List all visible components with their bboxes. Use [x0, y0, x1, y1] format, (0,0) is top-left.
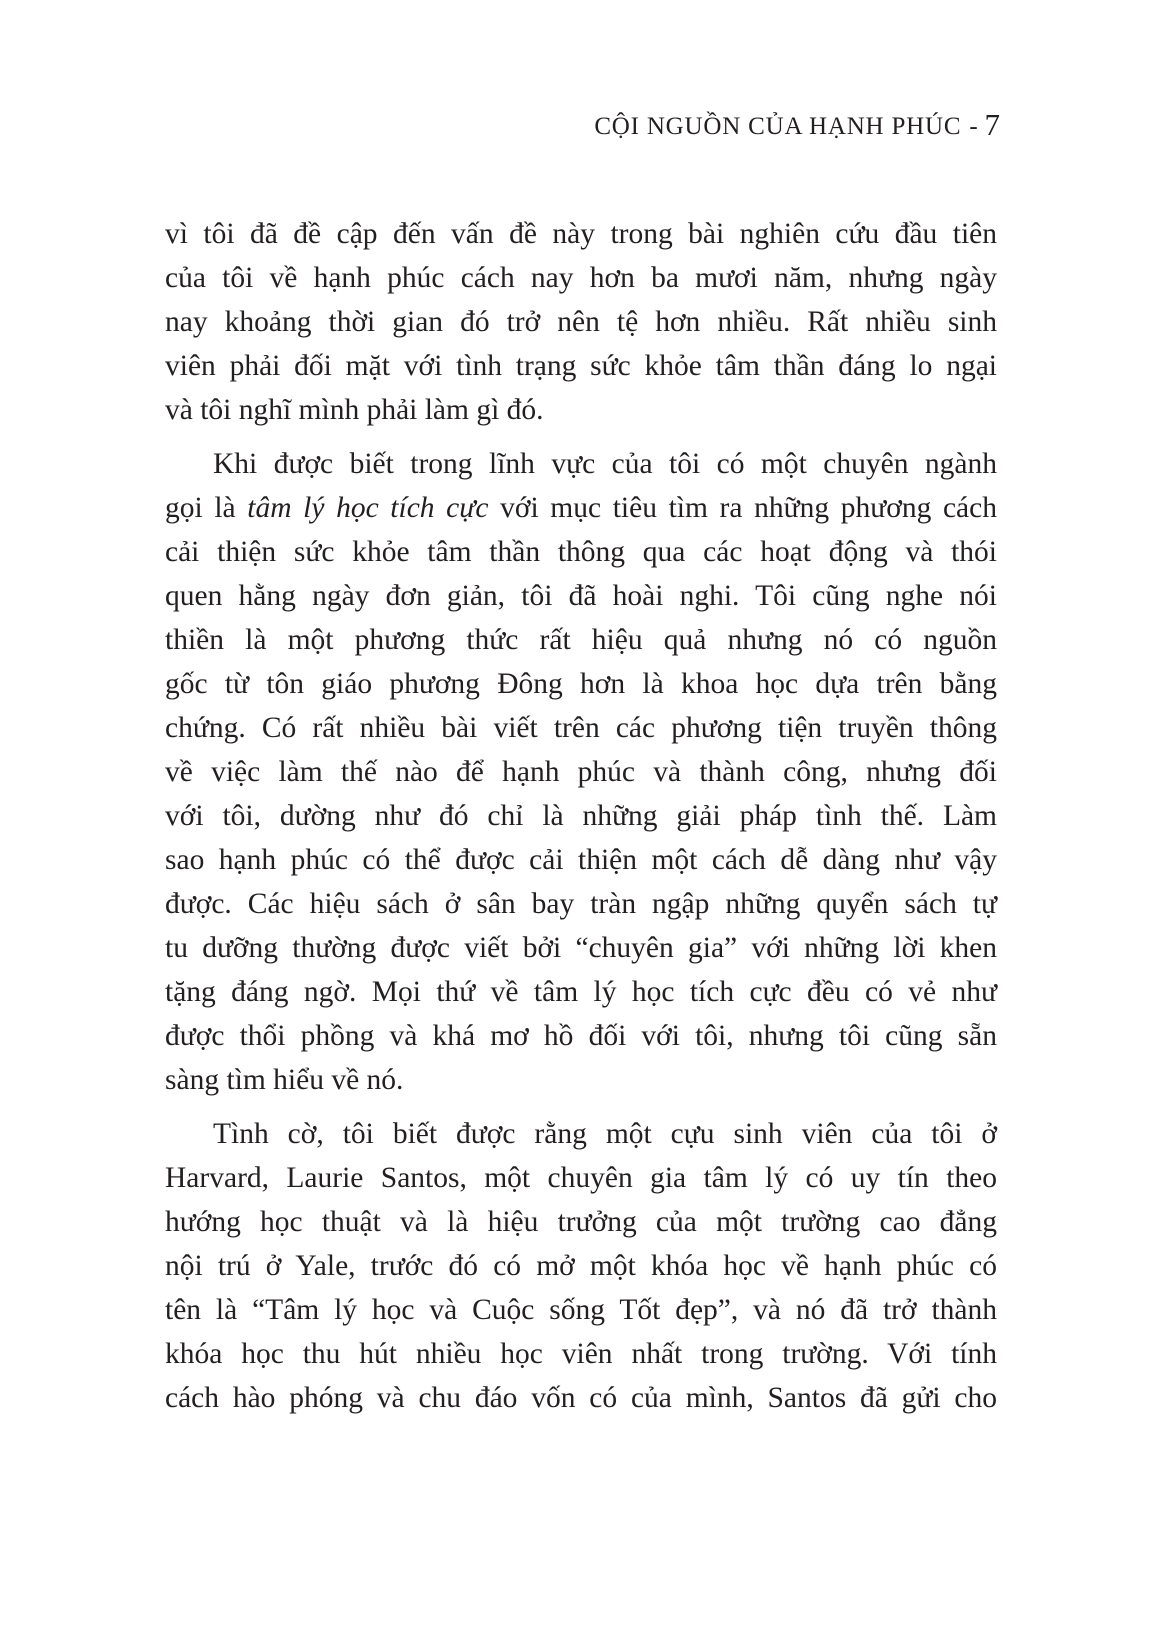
text-line: được. Các hiệu sách ở sân bay tràn ngập những quyển sách tự: [165, 888, 997, 920]
text-line: về việc làm thế nào để hạnh phúc và thành công, nhưng đối: [165, 756, 997, 788]
text-line: nay khoảng thời gian đó trở nên tệ hơn nhiều. Rất nhiều sinh: [165, 306, 997, 338]
text-line: sao hạnh phúc có thể được cải thiện một cách dễ dàng như vậy: [165, 844, 997, 876]
text-line: cải thiện sức khỏe tâm thần thông qua các hoạt động và thói: [165, 536, 997, 568]
text-line: tu dưỡng thường được viết bởi “chuyên gia” với những lời khen: [165, 932, 997, 964]
text-line: nội trú ở Yale, trước đó có mở một khóa học về hạnh phúc có: [165, 1250, 997, 1282]
text-line: thiền là một phương thức rất hiệu quả nhưng nó có nguồn: [165, 624, 997, 656]
text-line: khóa học thu hút nhiều học viên nhất trong trường. Với tính: [165, 1338, 997, 1370]
text-line: cách hào phóng và chu đáo vốn có của mình, Santos đã gửi cho: [165, 1382, 997, 1414]
text-line: quen hằng ngày đơn giản, tôi đã hoài nghi. Tôi cũng nghe nói: [165, 580, 997, 612]
text-run: gọi là: [165, 492, 248, 524]
text-line: gốc từ tôn giáo phương Đông hơn là khoa học dựa trên bằng: [165, 668, 997, 700]
body-text: [165, 212, 997, 1420]
paragraph-3: [165, 1112, 997, 1420]
text-line: sàng tìm hiểu về nó.: [165, 1064, 404, 1096]
paragraph-2: [165, 442, 997, 1102]
text-line: tên là “Tâm lý học và Cuộc sống Tốt đẹp”, và nó đã trở thành: [165, 1294, 997, 1326]
text-line: tặng đáng ngờ. Mọi thứ về tâm lý học tích cực đều có vẻ như: [165, 976, 997, 1008]
text-line: chứng. Có rất nhiều bài viết trên các phương tiện truyền thông: [165, 712, 997, 744]
text-line: hướng học thuật và là hiệu trưởng của một trường cao đẳng: [165, 1206, 997, 1238]
paragraph-1: [165, 212, 997, 432]
text-line: của tôi về hạnh phúc cách nay hơn ba mươi năm, nhưng ngày: [165, 262, 997, 294]
text-line: Khi được biết trong lĩnh vực của tôi có một chuyên ngành: [213, 448, 997, 480]
text-line: vì tôi đã đề cập đến vấn đề này trong bài nghiên cứu đầu tiên: [165, 218, 997, 250]
page-number: 7: [984, 107, 1000, 142]
text-line: Tình cờ, tôi biết được rằng một cựu sinh viên của tôi ở: [213, 1118, 997, 1150]
text-line-with-italic: [165, 486, 997, 530]
text-run: với mục tiêu tìm ra những phương cách: [488, 492, 997, 524]
text-line: viên phải đối mặt với tình trạng sức khỏe tâm thần đáng lo ngại: [165, 350, 997, 382]
header-separator: -: [969, 113, 979, 140]
text-line: với tôi, dường như đó chỉ là những giải pháp tình thế. Làm: [165, 800, 997, 832]
italic-term: tâm lý học tích cực: [247, 492, 489, 524]
text-line: và tôi nghĩ mình phải làm gì đó.: [165, 394, 544, 426]
running-header: [594, 108, 1000, 144]
running-title: CỘI NGUỒN CỦA HẠNH PHÚC: [594, 113, 962, 140]
text-line: Harvard, Laurie Santos, một chuyên gia tâm lý có uy tín theo: [165, 1162, 997, 1194]
text-line: được thổi phồng và khá mơ hồ đối với tôi, nhưng tôi cũng sẵn: [165, 1020, 997, 1052]
